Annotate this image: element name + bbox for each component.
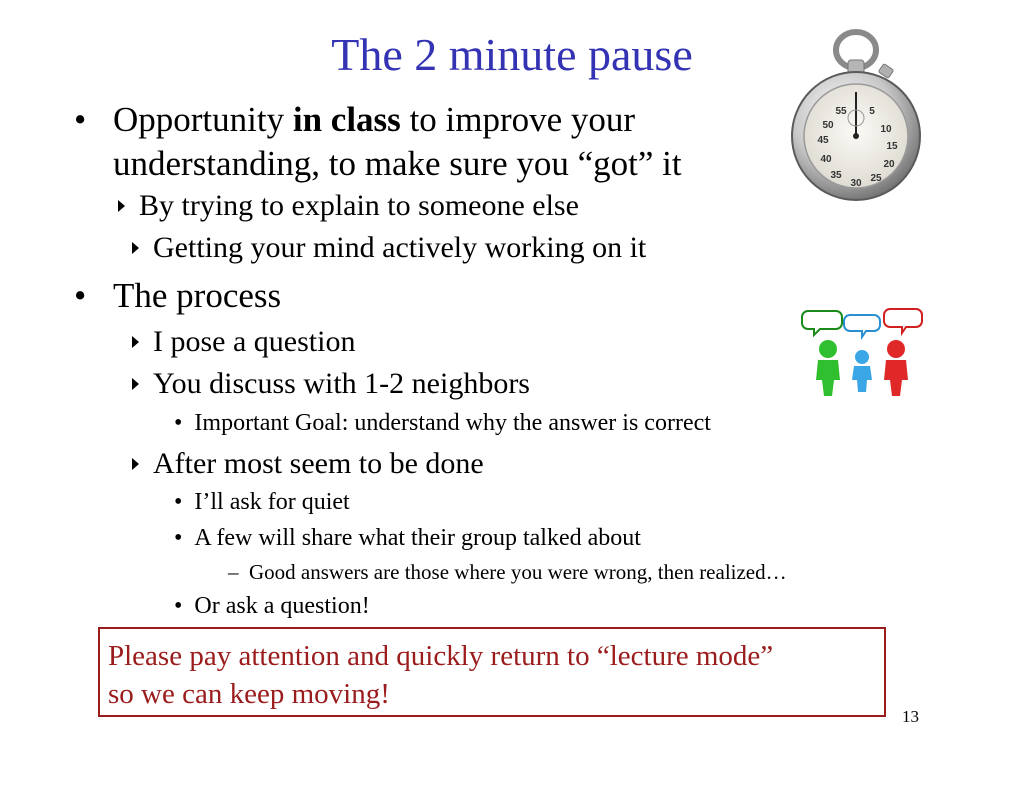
sub-bullet-discuss	[132, 367, 530, 401]
slide-title: The 2 minute pause	[331, 29, 693, 80]
bullet-dot: •	[74, 100, 87, 139]
svg-text:55: 55	[835, 106, 847, 117]
level3-bullet-quiet	[174, 488, 350, 516]
level3-bullet-share	[174, 524, 641, 552]
level3-bullet-goal	[174, 409, 711, 437]
stopwatch-icon	[790, 28, 922, 210]
bullet-dot: •	[174, 593, 195, 619]
svg-text:15: 15	[886, 141, 898, 152]
bullet-opportunity	[74, 100, 86, 140]
level4-text: Good answers are those where you were wrong, then realized…	[249, 560, 787, 584]
bullet-text: to improve your	[400, 100, 636, 139]
svg-text:10: 10	[880, 124, 892, 135]
svg-text:25: 25	[870, 173, 882, 184]
sub-bullet-after	[132, 447, 484, 481]
level3-bullet-ask	[174, 592, 370, 620]
bullet-dot: •	[174, 525, 195, 551]
note-line1: Please pay attention and quickly return to “lecture mode”	[108, 640, 774, 672]
sub-bullet-text: You discuss with 1-2 neighbors	[153, 367, 530, 400]
bullet-opportunity-line2: understanding, to make sure you “got” it	[113, 144, 682, 183]
triangle-bullet-icon	[132, 336, 139, 348]
svg-text:40: 40	[820, 154, 832, 165]
triangle-bullet-icon	[118, 200, 125, 212]
bullet-dot: •	[174, 489, 195, 515]
bullet-opportunity-line1	[113, 100, 635, 140]
level3-text: Important Goal: understand why the answer is correct	[194, 410, 711, 436]
discussing-people-icon	[800, 305, 928, 397]
triangle-bullet-icon	[132, 378, 139, 390]
level3-text: I’ll ask for quiet	[194, 489, 350, 515]
svg-text:20: 20	[883, 159, 895, 170]
triangle-bullet-icon	[132, 242, 139, 254]
level3-text: A few will share what their group talked about	[194, 525, 641, 551]
sub-bullet-text: By trying to explain to someone else	[139, 189, 579, 222]
page-number: 13	[902, 707, 919, 726]
bullet-process: The process	[113, 276, 282, 315]
attention-note-box	[98, 627, 886, 717]
svg-text:30: 30	[850, 178, 862, 189]
svg-text:5: 5	[869, 106, 875, 117]
sub-bullet-question	[132, 325, 355, 359]
triangle-bullet-icon	[132, 458, 139, 470]
dash-bullet: –	[228, 560, 249, 584]
sub-bullet-mind	[132, 231, 646, 265]
sub-bullet-explain	[118, 189, 579, 223]
svg-text:45: 45	[817, 135, 829, 146]
svg-text:50: 50	[822, 120, 834, 131]
sub-bullet-text: After most seem to be done	[153, 447, 484, 480]
level4-bullet-good-answers	[228, 559, 787, 585]
sub-bullet-text: Getting your mind actively working on it	[153, 231, 647, 264]
bullet-dot: •	[174, 410, 195, 436]
level3-text: Or ask a question!	[194, 593, 370, 619]
sub-bullet-text: I pose a question	[153, 325, 356, 358]
bullet-process-dot: •	[74, 276, 87, 315]
bullet-bold-text: in class	[292, 100, 401, 139]
note-line2: so we can keep moving!	[108, 678, 390, 710]
svg-text:35: 35	[830, 170, 842, 181]
bullet-text: Opportunity	[113, 100, 293, 139]
